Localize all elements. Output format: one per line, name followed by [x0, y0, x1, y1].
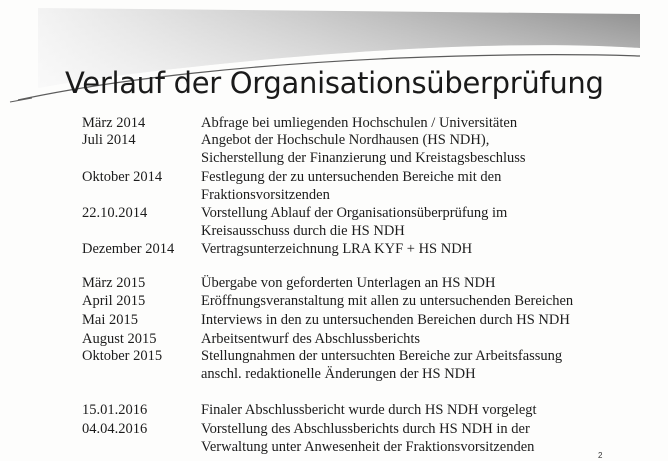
timeline-description-line: Vertragsunterzeichnung LRA KYF + HS NDH [201, 241, 473, 257]
timeline-description-line: Abfrage bei umliegenden Hochschulen / Universitäten [201, 115, 518, 131]
timeline-description [201, 114, 641, 132]
timeline-date: März 2014 [82, 115, 146, 131]
timeline-description [201, 168, 641, 204]
timeline-description-line: Arbeitsentwurf des Abschlussberichts [201, 331, 421, 347]
timeline-description [201, 330, 641, 348]
page-number: 2 [598, 451, 603, 460]
timeline-description-line: Übergabe von geforderten Unterlagen an HS NDH [201, 275, 496, 291]
timeline-date: 15.01.2016 [82, 402, 148, 418]
timeline-date: Oktober 2014 [82, 169, 163, 185]
timeline-description-line: anschl. redaktionelle Änderungen der HS NDH [201, 366, 476, 382]
timeline-description-line: Stellungnahmen der untersuchten Bereiche zur Arbeitsfassung [201, 348, 563, 364]
timeline-description-line: Verwaltung unter Anwesenheit der Fraktionsvorsitzenden [201, 439, 535, 455]
timeline-description-line: Vorstellung Ablauf der Organisationsüberprüfung im [201, 205, 508, 221]
timeline-description [201, 420, 641, 456]
timeline-date: Dezember 2014 [82, 241, 175, 257]
timeline-description-line: Interviews in den zu untersuchenden Bereichen durch HS NDH [201, 312, 570, 328]
timeline-description [201, 311, 641, 329]
timeline-description-line: Vorstellung des Abschlussberichts durch HS NDH in der [201, 421, 530, 437]
timeline-date: August 2015 [82, 331, 157, 347]
timeline-date: 04.04.2016 [82, 421, 148, 437]
timeline-description [201, 292, 641, 310]
timeline-description [201, 347, 641, 383]
timeline-date: Oktober 2015 [82, 348, 163, 364]
timeline-description [201, 401, 641, 419]
timeline-description [201, 204, 641, 240]
timeline-description-line: Festlegung der zu untersuchenden Bereiche mit den [201, 169, 502, 185]
timeline-date: März 2015 [82, 275, 146, 291]
timeline-description-line: Fraktionsvorsitzenden [201, 187, 330, 203]
timeline-description [201, 240, 641, 258]
timeline-description [201, 274, 641, 292]
timeline-description-line: Finaler Abschlussbericht wurde durch HS NDH vorgelegt [201, 402, 537, 418]
timeline-date: Juli 2014 [82, 132, 136, 148]
timeline-description-line: Angebot der Hochschule Nordhausen (HS NDH), [201, 132, 490, 148]
page-title: Verlauf der Organisationsüberprüfung [65, 66, 604, 100]
timeline-date: 22.10.2014 [82, 205, 148, 221]
timeline-date: April 2015 [82, 293, 146, 309]
timeline-description-line: Kreisausschuss durch die HS NDH [201, 223, 405, 239]
timeline-description-line: Eröffnungsveranstaltung mit allen zu untersuchenden Bereichen [201, 293, 574, 309]
timeline-date: Mai 2015 [82, 312, 138, 328]
timeline-description [201, 131, 641, 167]
timeline-description-line: Sicherstellung der Finanzierung und Kreistagsbeschluss [201, 150, 526, 166]
